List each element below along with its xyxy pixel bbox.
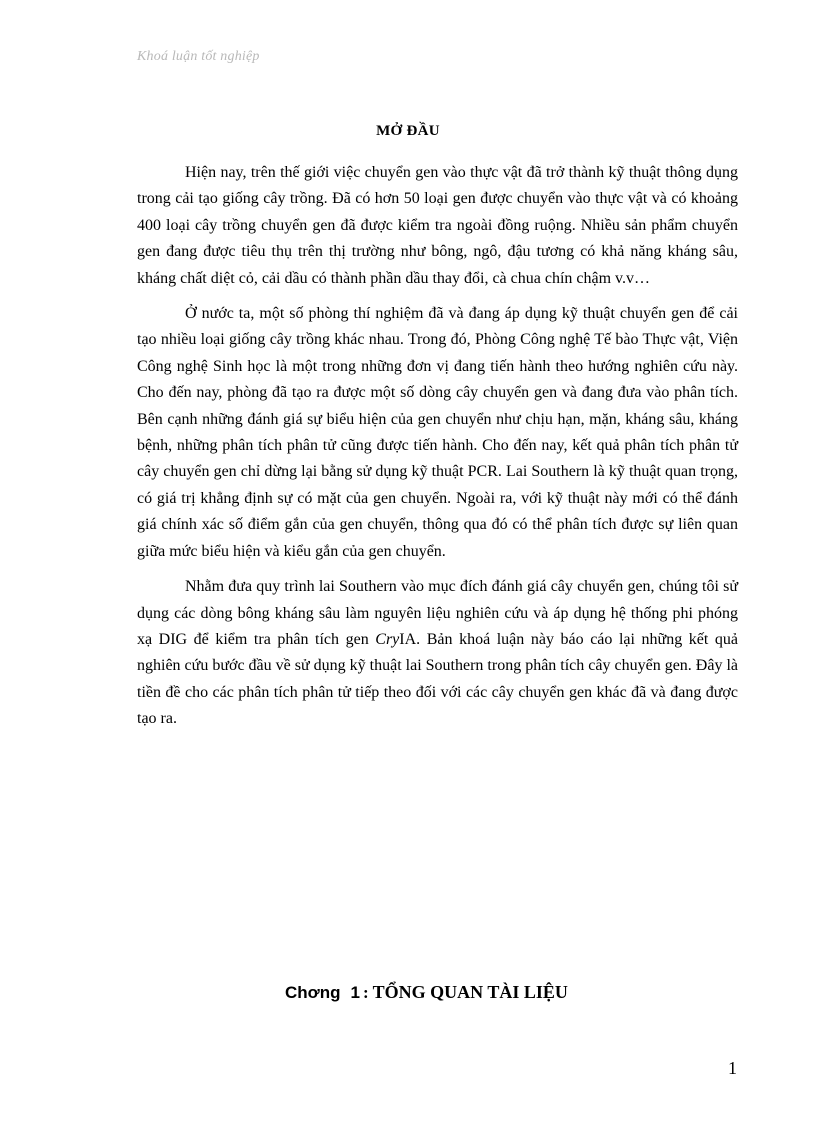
paragraph-3-start: Nhằm đưa quy trình lai Southern vào mục đích đánh giá cây chuyển gen, chúng tôi sử dụng các dòng bông kháng sâu làm nguyên liệu nghiên cứu và áp dụng hệ thống phi phóng xạ DIG để kiểm tra phân tích gen <box>137 578 738 648</box>
chapter-heading <box>285 982 568 1003</box>
running-header: Khoá luận tốt nghiệp <box>137 49 260 64</box>
chapter-number: 1 <box>350 983 360 1002</box>
page-number: 1 <box>728 1058 737 1078</box>
section-title: MỞ ĐẦU <box>376 123 440 139</box>
document-body <box>137 160 738 742</box>
paragraph-3-end: IA. Bản khoá luận này báo cáo lại những kết quả nghiên cứu bước đầu về sử dụng kỹ thuật lai Southern trong phân tích cây chuyển gen. Đây là tiền đề cho các phân tích phân tử tiếp theo đối với các cây chuyển gen khác đã và đang được tạo ra. <box>137 630 738 728</box>
paragraph-2: Ở nước ta, một số phòng thí nghiệm đã và đang áp dụng kỹ thuật chuyển gen để cải tạo nhiều loại giống cây trồng khác nhau. Trong đó, Phòng Công nghệ Tế bào Thực vật, Viện Công nghệ Sinh học là một trong những đơn vị đang tiến hành theo hướng nghiên cứu này. Cho đến nay, phòng đã tạo ra được một số dòng cây chuyển gen và đang đưa vào phân tích. Bên cạnh những đánh giá sự biểu hiện của gen chuyển như chịu hạn, mặn, kháng sâu, kháng bệnh, những phân tích phân tử cũng được tiến hành. Cho đến nay, kết quả phân tích phân tử cây chuyển gen chỉ dừng lại bằng sử dụng kỹ thuật PCR. Lai Southern là kỹ thuật quan trọng, có giá trị khẳng định sự có mặt của gen chuyển. Ngoài ra, với kỹ thuật này mới có thể đánh giá chính xác số điểm gắn của gen chuyển, thông qua đó có thể phân tích được sự liên quan giữa mức biểu hiện và kiểu gắn của gen chuyển. <box>137 305 738 560</box>
gene-name-italic: Cry <box>375 630 400 648</box>
chapter-title: TỔNG QUAN TÀI LIỆU <box>372 982 568 1002</box>
paragraph-3 <box>137 574 738 732</box>
chapter-word: Chơng <box>285 983 341 1002</box>
chapter-colon: : <box>362 983 369 1002</box>
paragraph-1: Hiện nay, trên thế giới việc chuyển gen vào thực vật đã trở thành kỹ thuật thông dụng trong cải tạo giống cây trồng. Đã có hơn 50 loại gen được chuyển vào thực vật và có khoảng 400 loại cây trồng chuyển gen đã được kiểm tra ngoài đồng ruộng. Nhiều sản phẩm chuyển gen đang được tiêu thụ trên thị trường như bông, ngô, đậu tương có khả năng kháng sâu, kháng chất diệt cỏ, cải dầu có thành phần dầu thay đổi, cà chua chín chậm v.v… <box>137 164 738 287</box>
